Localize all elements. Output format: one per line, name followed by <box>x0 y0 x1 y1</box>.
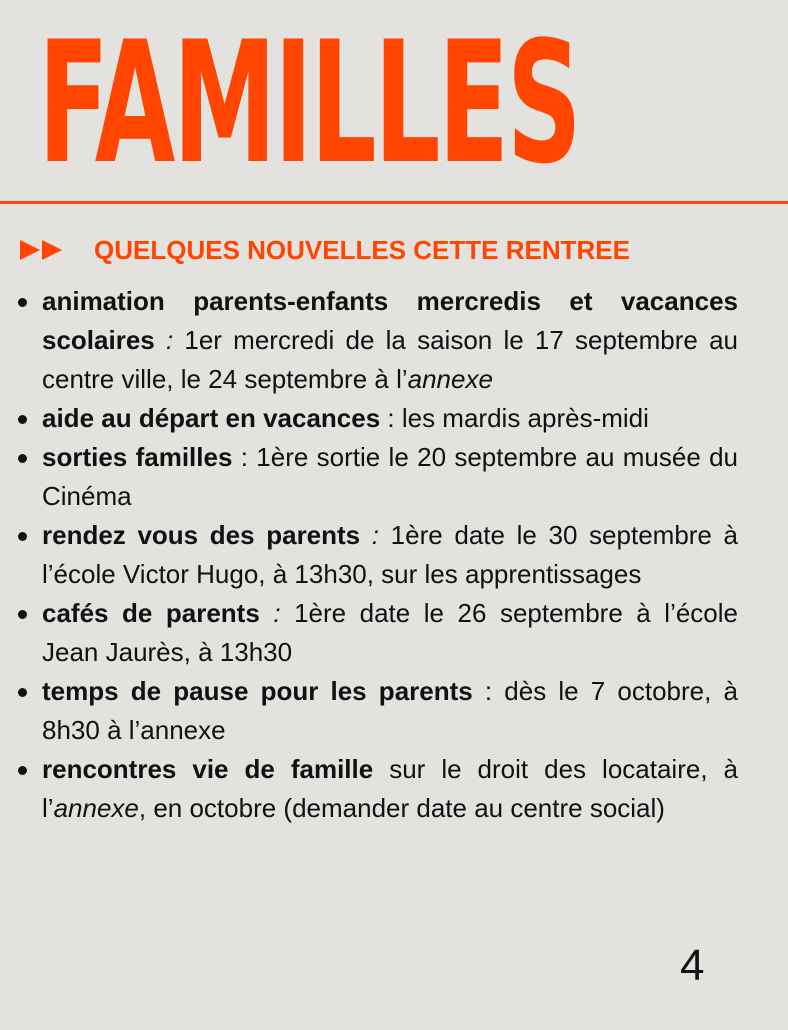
double-arrow-right-icon <box>20 239 66 261</box>
item-title: aide au départ en vacances <box>42 403 381 433</box>
list-item <box>14 672 738 750</box>
item-italic: annexe <box>407 364 493 394</box>
item-separator: : <box>360 520 391 550</box>
news-list <box>14 282 738 828</box>
list-item <box>14 399 738 438</box>
item-title: temps de pause pour les parents <box>42 676 473 706</box>
list-item <box>14 516 738 594</box>
item-title: rencontres vie de famille <box>42 754 374 784</box>
title-divider <box>0 201 788 204</box>
item-tail: , en octobre (demander date au centre social) <box>138 793 665 823</box>
bullet-dot-icon <box>18 532 27 541</box>
bullet-dot-icon <box>18 688 27 697</box>
section-heading-text: QUELQUES NOUVELLES CETTE RENTREE <box>94 234 630 265</box>
item-title: sorties familles <box>42 442 233 472</box>
page-title: FAMILLES <box>38 5 580 201</box>
item-italic: annexe <box>53 793 139 823</box>
item-separator: : <box>259 598 295 628</box>
bullet-dot-icon <box>18 610 27 619</box>
item-title: animation parents-enfants mercredis et vacances scolaires <box>42 286 738 355</box>
item-text: dès le 7 octobre, à 8h30 à l’annexe <box>42 676 738 745</box>
item-text: 1er mercredi de la saison le 17 septembre au centre ville, le 24 septembre à l’ <box>42 325 738 394</box>
page-number: 4 <box>680 941 705 990</box>
item-text: sur le droit des locataire, à l’ <box>42 754 738 823</box>
item-text: les mardis après-midi <box>401 403 649 433</box>
list-item <box>14 750 738 828</box>
item-separator: : <box>232 442 257 472</box>
item-separator <box>373 754 389 784</box>
item-separator: : <box>154 325 185 355</box>
list-item <box>14 438 738 516</box>
item-text: 1ère date le 26 septembre à l’école Jean Jaurès, à 13h30 <box>42 598 738 667</box>
bullet-dot-icon <box>18 298 27 307</box>
bullet-dot-icon <box>18 454 27 463</box>
bullet-dot-icon <box>18 415 27 424</box>
item-separator: : <box>472 676 505 706</box>
item-text: 1ère sortie le 20 septembre au musée du Cinéma <box>42 442 739 511</box>
item-text: 1ère date le 30 septembre à l’école Victor Hugo, à 13h30, sur les apprentissages <box>42 520 738 589</box>
list-item <box>14 594 738 672</box>
list-item <box>14 282 738 399</box>
item-separator: : <box>380 403 402 433</box>
item-title: rendez vous des parents <box>42 520 361 550</box>
bullet-dot-icon <box>18 766 27 775</box>
section-heading <box>20 230 630 270</box>
item-title: cafés de parents <box>42 598 260 628</box>
